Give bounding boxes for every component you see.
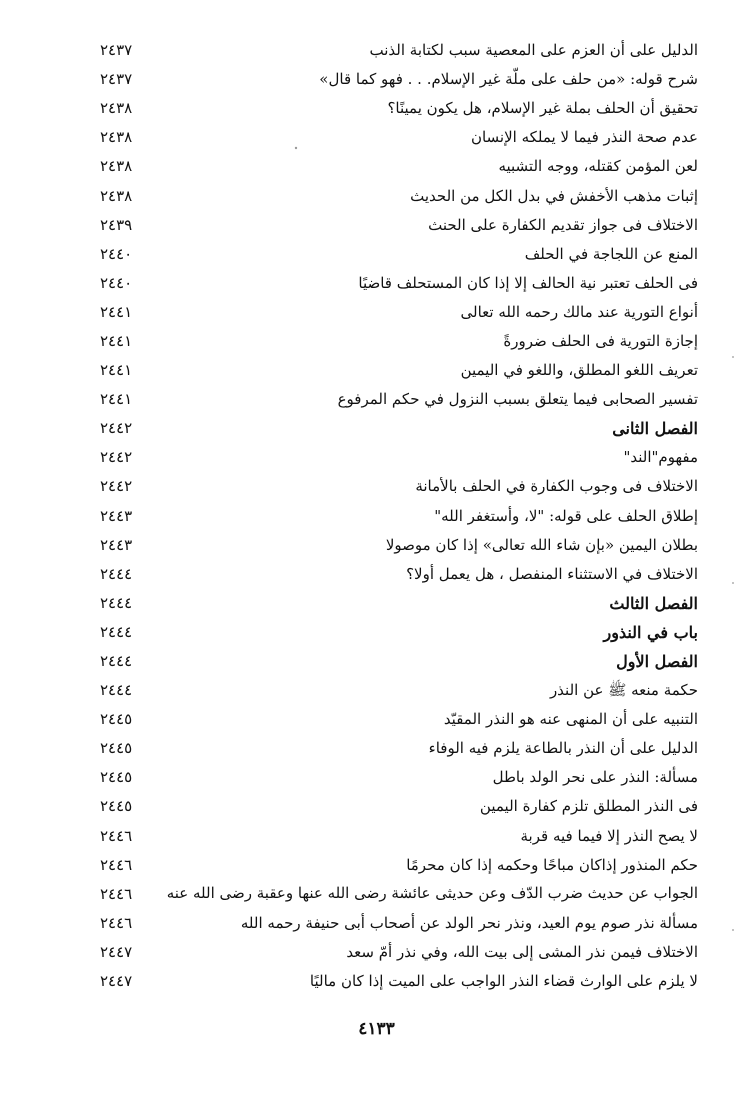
- toc-entry-page: ٢٤٤٢: [100, 448, 133, 467]
- toc-entry-title: الاختلاف في الاستثناء المنفصل ، هل يعمل أولا؟: [406, 564, 698, 583]
- toc-entry-page: ٢٤٤٧: [100, 942, 133, 961]
- toc-entry-title: حكم المنذور إذاكان مباحًا وحكمه إذا كان محرمًا: [406, 855, 698, 874]
- toc-entry-page: ٢٤٤٣: [100, 535, 133, 554]
- toc-entry-page: ٢٤٤٥: [100, 768, 133, 787]
- toc-entry-title: إطلاق الحلف على قوله: "لا، وأستغفر الله": [434, 506, 698, 525]
- toc-entry-page: ٢٤٤٤: [100, 652, 133, 671]
- toc-entry-title: تحقيق أن الحلف بملة غير الإسلام، هل يكون يمينًا؟: [387, 99, 698, 118]
- toc-entry-title: حكمة منعه ﷺ عن النذر: [549, 681, 698, 700]
- toc-entry-page: ٢٤٤٥: [100, 797, 133, 816]
- toc-entry-page: ٢٤٤٦: [100, 884, 133, 903]
- scan-speck: [732, 582, 734, 584]
- toc-entry-title: فى الحلف تعتبر نية الحالف إلا إذا كان المستحلف قاضيًا: [358, 273, 698, 292]
- toc-entry-title: الاختلاف فى وجوب الكفارة في الحلف بالأمانة: [415, 477, 698, 496]
- toc-entry-title: لا يصح النذر إلا فيما فيه قربة: [520, 826, 698, 845]
- scan-speck: [295, 147, 297, 149]
- toc-entry-page: ٢٤٤٥: [100, 710, 133, 729]
- toc-entry-page: ٢٤٣٨: [100, 128, 133, 147]
- toc-entry-title: الجواب عن حديث ضرب الدّف وعن حديثى عائشة رضى الله عنها وعقبة رضى الله عنه: [166, 883, 698, 902]
- toc-entry-title: أنواع التورية عند مالك رحمه الله تعالى: [460, 302, 698, 321]
- toc-entry-page: ٢٤٤٥: [100, 739, 133, 758]
- toc-entry-page: ٢٤٤١: [100, 361, 133, 380]
- toc-entry-title: الفصل الأول: [616, 652, 698, 672]
- toc-entry-page: ٢٤٣٨: [100, 99, 133, 118]
- toc-entry-title: مسألة نذر صوم يوم العيد، ونذر نحر الولد عن أصحاب أبى حنيفة رحمه الله: [240, 913, 698, 932]
- toc-entry-title: تفسير الصحابى فيما يتعلق بسبب النزول في حكم المرفوع: [337, 390, 698, 409]
- toc-entry-page: ٢٤٣٧: [100, 41, 133, 60]
- toc-entry-page: ٢٤٣٨: [100, 157, 133, 176]
- toc-entry-title: التنبيه على أن المنهى عنه هو النذر المقيّد: [443, 710, 698, 729]
- toc-entry-title: المنع عن اللجاجة في الحلف: [524, 244, 698, 263]
- toc-entry-page: ٢٤٤١: [100, 331, 133, 350]
- toc-entry-page: ٢٤٤٤: [100, 593, 133, 612]
- toc-entry-page: ٢٤٤٤: [100, 681, 133, 700]
- toc-entry-title: لعن المؤمن كقتله، ووجه التشبيه: [498, 157, 698, 176]
- toc-entry-page: ٢٤٤٤: [100, 564, 133, 583]
- toc-entry-page: ٢٤٤٣: [100, 506, 133, 525]
- toc-entry-page: ٢٤٣٩: [100, 215, 133, 234]
- toc-entry-page: ٢٤٤٦: [100, 855, 133, 874]
- toc-entry-page: ٢٤٤٤: [100, 622, 133, 641]
- toc-entry-title: باب في النذور: [603, 622, 698, 642]
- toc-entry-title: لا يلزم على الوارث قضاء النذر الواجب على الميت إذا كان ماليًا: [309, 971, 698, 990]
- toc-entry-page: ٢٤٤٠: [100, 244, 133, 263]
- toc-entry-page: ٢٤٤٢: [100, 419, 133, 438]
- toc-entry-title: الاختلاف فى جواز تقديم الكفارة على الحنث: [428, 215, 698, 234]
- toc-entry-title: عدم صحة النذر فيما لا يملكه الإنسان: [470, 128, 698, 147]
- toc-entry-page: ٢٤٣٨: [100, 186, 133, 205]
- toc-entry-page: ٢٤٤٦: [100, 913, 133, 932]
- toc-entry-title: إثبات مذهب الأخفش في بدل الكل من الحديث: [410, 186, 698, 205]
- scan-speck: [732, 356, 734, 358]
- toc-entry-page: ٢٤٤١: [100, 302, 133, 321]
- toc-entry-page: ٢٤٤٧: [100, 971, 133, 990]
- toc-entry-page: ٢٤٤٢: [100, 477, 133, 496]
- toc-entry-page: ٢٤٣٧: [100, 70, 133, 89]
- toc-entry-title: بطلان اليمين «بإن شاء الله تعالى» إذا كان موصولا: [385, 535, 698, 554]
- toc-entry-title: الفصل الثانى: [612, 419, 698, 439]
- scan-speck: [732, 929, 734, 931]
- toc-entry-title: الدليل على أن العزم على المعصية سبب لكتابة الذنب: [369, 41, 698, 60]
- page-number: ٤١٣٣: [358, 1019, 395, 1039]
- toc-entry-page: ٢٤٤١: [100, 390, 133, 409]
- toc-entry-page: ٢٤٤٦: [100, 826, 133, 845]
- toc-entry-title: تعريف اللغو المطلق، واللغو في اليمين: [460, 361, 698, 380]
- toc-entry-page: ٢٤٤٠: [100, 273, 133, 292]
- toc-entry-title: إجازة التورية فى الحلف ضرورةً: [503, 331, 698, 350]
- toc-entry-title: الدليل على أن النذر بالطاعة يلزم فيه الوفاء: [428, 739, 698, 758]
- toc-entry-title: الفصل الثالث: [609, 593, 698, 613]
- toc-entry-title: فى النذر المطلق تلزم كفارة اليمين: [479, 797, 698, 816]
- toc-entry-title: الاختلاف فيمن نذر المشى إلى بيت الله، وفي نذر أمّ سعد: [346, 942, 698, 961]
- toc-entry-title: مفهوم"الند": [623, 448, 698, 467]
- toc-entry-title: مسألة: النذر على نحر الولد باطل: [492, 768, 698, 787]
- toc-entry-title: شرح قوله: «من حلف على ملّة غير الإسلام. . . فهو كما قال»: [319, 70, 698, 89]
